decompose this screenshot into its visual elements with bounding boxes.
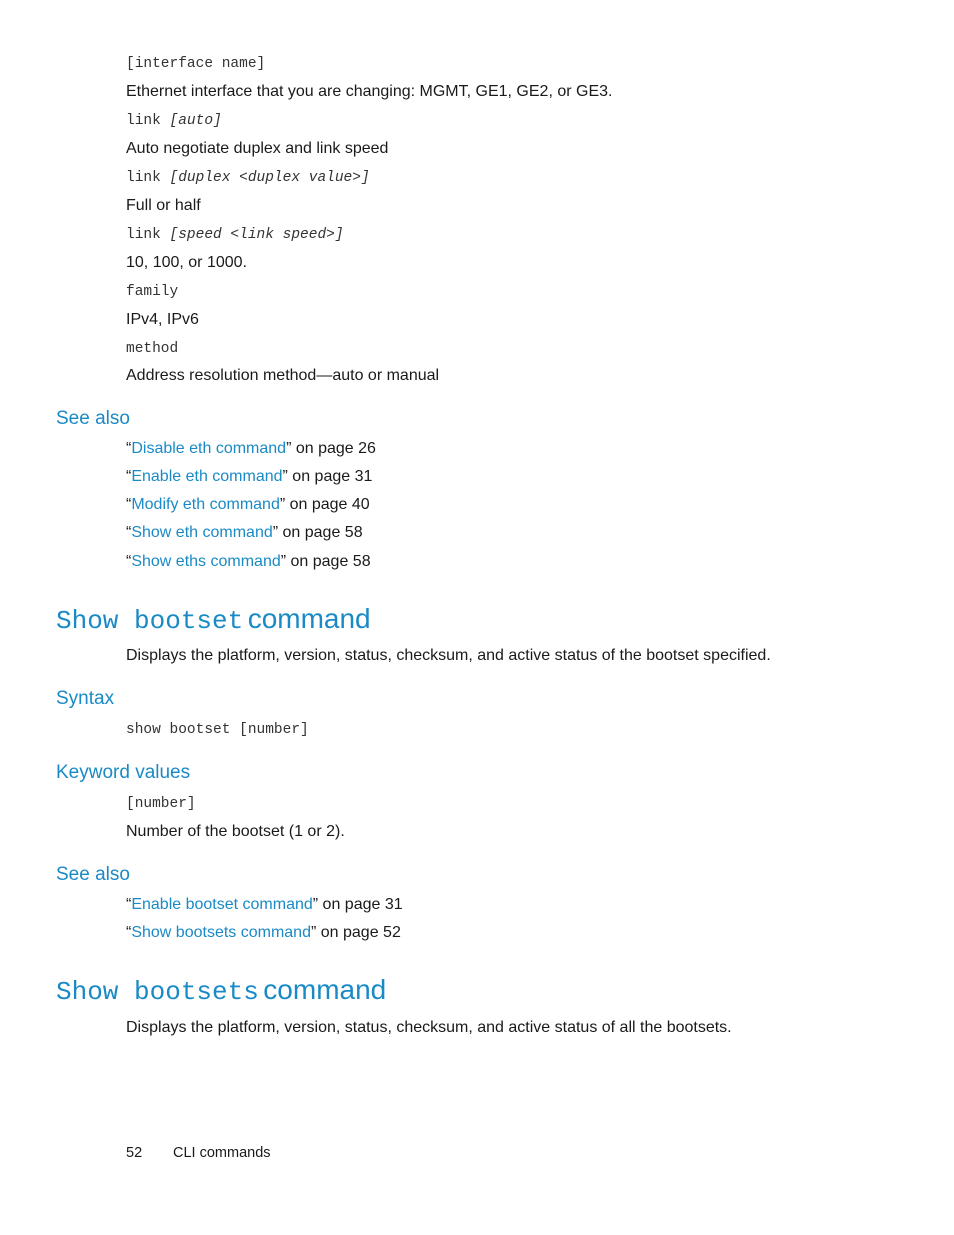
param-desc-link-auto: Auto negotiate duplex and link speed [126,140,389,157]
param-code-family [126,284,178,300]
page-reference: ” on page 40 [279,496,370,513]
param-code-text: method [126,341,179,357]
page-reference: ” on page 58 [272,524,363,541]
param-code-text: link [126,227,170,243]
param-code-text: link [126,113,170,129]
title-code: Show bootset [56,606,244,636]
syntax-code: show bootset [number] [126,722,309,738]
quote-open: “ [126,440,132,457]
section-title-show-bootset [56,603,371,636]
param-code-text: family [126,284,179,300]
link-enable-bootset-command[interactable]: Enable bootset command [131,896,313,913]
param-desc-link-duplex: Full or half [126,197,201,214]
keyword-description: Number of the bootset (1 or 2). [126,823,345,840]
see-also-item [126,440,376,458]
see-also-item [126,468,372,486]
see-also-item [126,496,370,514]
link-show-bootsets-command[interactable]: Show bootsets command [131,924,311,941]
quote-open: “ [126,896,132,913]
param-code-link-auto [126,113,222,129]
title-word: command [263,974,387,1005]
keyword-values-heading: Keyword values [56,762,191,783]
page-reference: ” on page 31 [312,896,403,913]
quote-open: “ [126,496,132,513]
footer-page-number: 52 [126,1145,143,1161]
param-code-text: link [126,170,170,186]
link-modify-eth-command[interactable]: Modify eth command [131,496,280,513]
page-reference: ” on page 31 [282,468,373,485]
see-also-item [126,896,403,914]
param-desc-interface-name: Ethernet interface that you are changing: MGMT, GE1, GE2, or GE3. [126,83,613,100]
link-disable-eth-command[interactable]: Disable eth command [131,440,287,457]
page-reference: ” on page 26 [286,440,376,457]
link-show-eths-command[interactable]: Show eths command [131,553,281,570]
quote-open: “ [126,524,132,541]
param-code-method [126,341,178,357]
see-also-heading: See also [56,864,130,885]
link-show-eth-command[interactable]: Show eth command [131,524,273,541]
param-code-interface-name [126,56,265,72]
param-code-link-speed [126,227,344,243]
page-reference: ” on page 58 [280,553,371,570]
title-code: Show bootsets [56,977,259,1007]
title-word: command [247,603,371,634]
quote-open: “ [126,468,132,485]
param-arg-text: [speed <link speed>] [169,227,344,243]
footer-section-name: CLI commands [173,1145,271,1161]
section-title-show-bootsets [56,974,386,1007]
quote-open: “ [126,924,132,941]
syntax-heading: Syntax [56,688,115,709]
page-reference: ” on page 52 [310,924,401,941]
section-description: Displays the platform, version, status, checksum, and active status of the bootset specified. [126,647,771,664]
link-enable-eth-command[interactable]: Enable eth command [131,468,283,485]
param-code-text: [interface name] [126,56,266,72]
see-also-item [126,553,371,571]
param-arg-text: [auto] [169,113,222,129]
see-also-item [126,924,401,942]
param-desc-link-speed: 10, 100, or 1000. [126,254,247,271]
section-description: Displays the platform, version, status, checksum, and active status of all the bootsets. [126,1019,732,1036]
quote-open: “ [126,553,132,570]
param-arg-text: [duplex <duplex value>] [169,170,370,186]
param-desc-method: Address resolution method—auto or manual [126,367,440,384]
see-also-item [126,524,363,542]
param-code-link-duplex [126,170,370,186]
param-desc-family: IPv4, IPv6 [126,311,199,328]
see-also-heading: See also [56,408,130,429]
keyword-code: [number] [126,796,196,812]
